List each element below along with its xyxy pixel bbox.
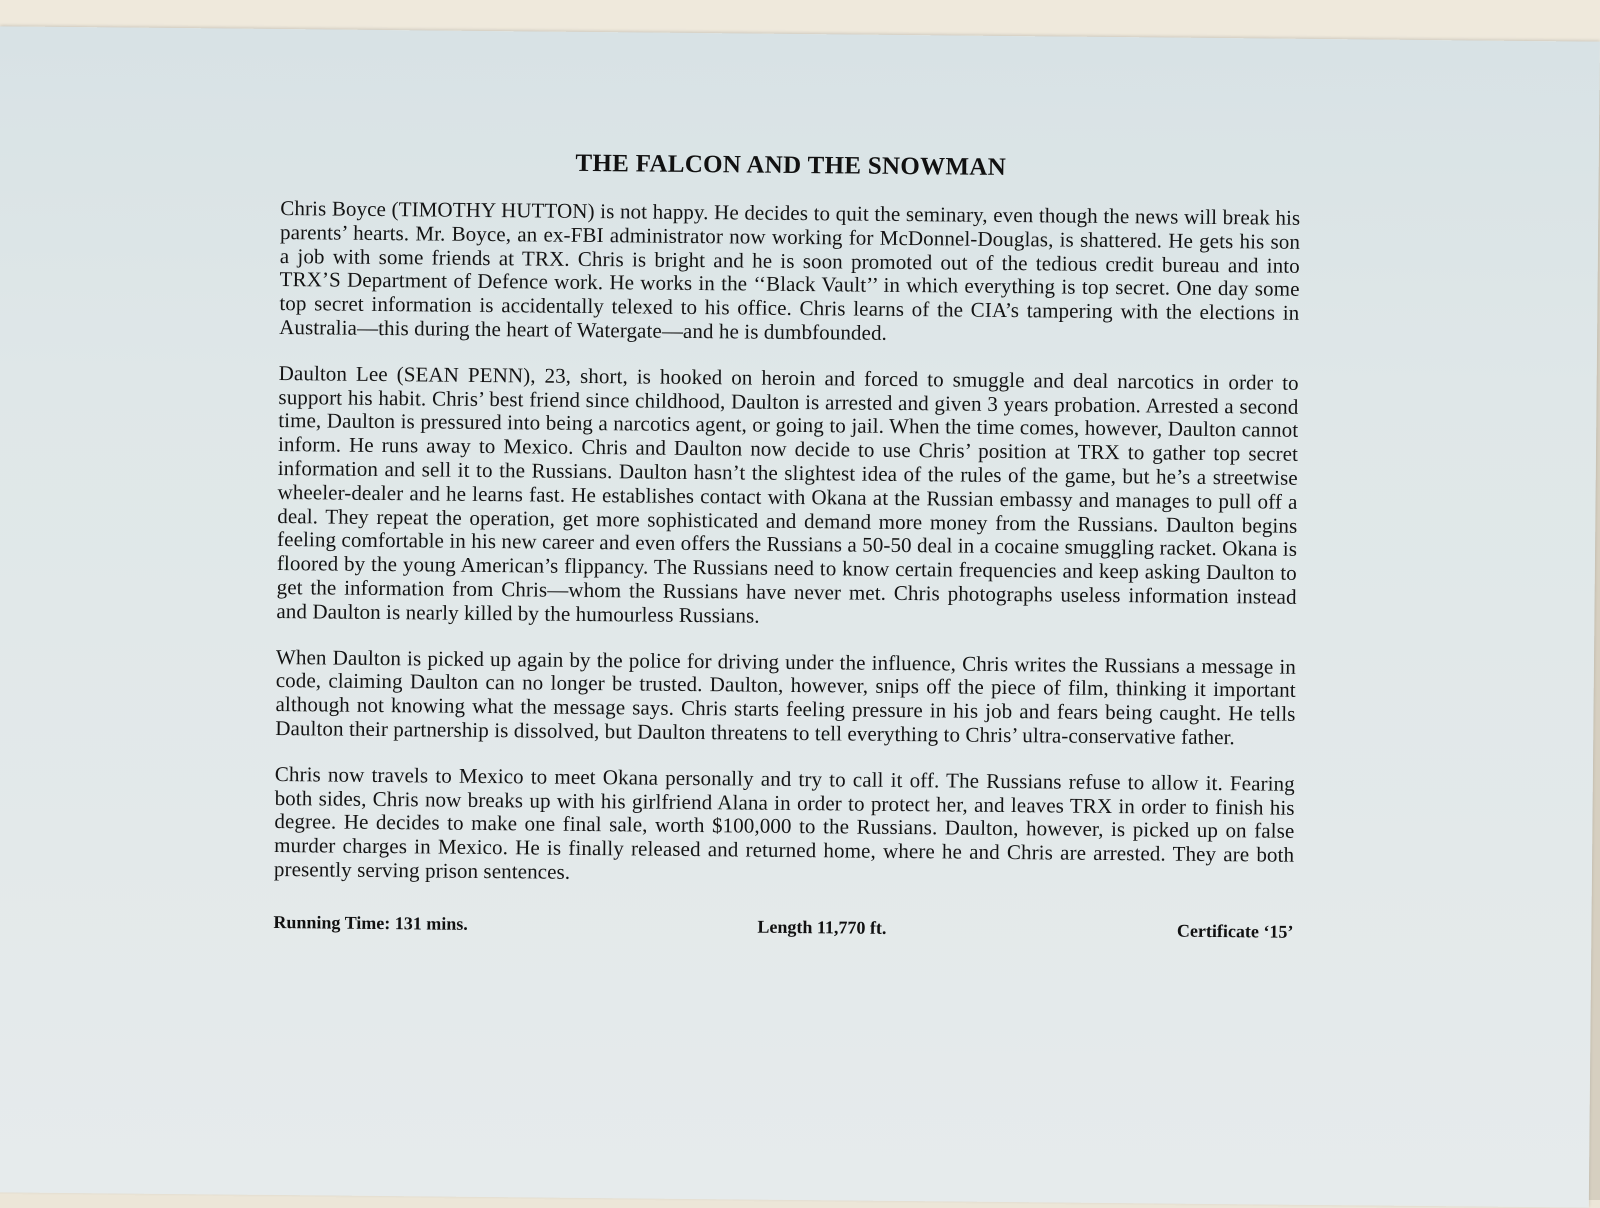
film-length: Length 11,770 ft. [757,916,887,938]
synopsis-paragraph-4: Chris now travels to Mexico to meet Okana personally and try to call it off. The Russians refuse to allow it. Fearing both sides, Chris now breaks up with his girlfriend Alana in order to protect her, and leaves TRX in order to finish his degree. He decides to make one final sale, worth $100,000 to the Russians. Daulton, however, is picked up on false murder charges in Mexico. He is finally released and returned home, where he and Chris are arrested. They are both presently serving prison sentences. [273,761,1295,884]
page-title: THE FALCON AND THE SNOWMAN [575,149,1007,181]
running-time: Running Time: 131 mins. [273,911,468,934]
document-page [0,26,1600,1207]
synopsis-paragraph-3: When Daulton is picked up again by the police for driving under the influence, Chris writes the Russians a message in code, claiming Daulton can no longer be trusted. Daulton, however, snips off the piece of film, thinking it important although not knowing what the message says. Chris starts feeling pressure in his job and fears being caught. He tells Daulton their partnership is dissolved, but Daulton threatens to tell everything to Chris’ ultra-conservative father. [275,644,1297,750]
footer-info [273,912,1293,952]
page-content [273,147,1301,951]
certificate: Certificate ‘15’ [1176,920,1294,942]
synopsis-paragraph-2: Daulton Lee (SEAN PENN), 23, short, is hooked on heroin and forced to smuggle and deal narcotics in order to support his habit. Chris’ best friend since childhood, Daulton is arrested and given 3 years probation. Arrested a second time, Daulton is pressured into being a narcotics agent, or going to jail. When the time comes, however, Daulton cannot inform. He runs away to Mexico. Chris and Daulton now decide to use Chris’ position at TRX to gather top secret information and sell it to the Russians. Daulton hasn’t the slightest idea of the rules of the game, but he’s a streetwise wheeler-dealer and he learns fast. He establishes contact with Okana at the Russian embassy and manages to pull off a deal. They repeat the operation, get more sophisticated and demand more money from the Russians. Daulton begins feeling comfortable in his new career and even offers the Russians a 50-50 deal in a cocaine smuggling racket. Okana is floored by the young American’s flippancy. The Russians need to know certain frequencies and keep asking Daulton to get the information from Chris—whom the Russians have never met. Chris photographs useless information instead and Daulton is nearly killed by the humourless Russians. [276,360,1299,628]
synopsis-paragraph-1: Chris Boyce (TIMOTHY HUTTON) is not happy. He decides to quit the seminary, even though the news will break his parents’ hearts. Mr. Boyce, an ex-FBI administrator now working for McDonnel-Douglas, is shattered. He gets his son a job with some friends at TRX. Chris is bright and he is soon promoted out of the tedious credit bureau and into TRX’S Department of Defence work. He works in the ‘‘Black Vault’’ in which everything is top secret. One day some top secret information is accidentally telexed to his office. Chris learns of the CIA’s tampering with the elections in Australia—this during the heart of Watergate—and he is dumbfounded. [279,196,1301,345]
